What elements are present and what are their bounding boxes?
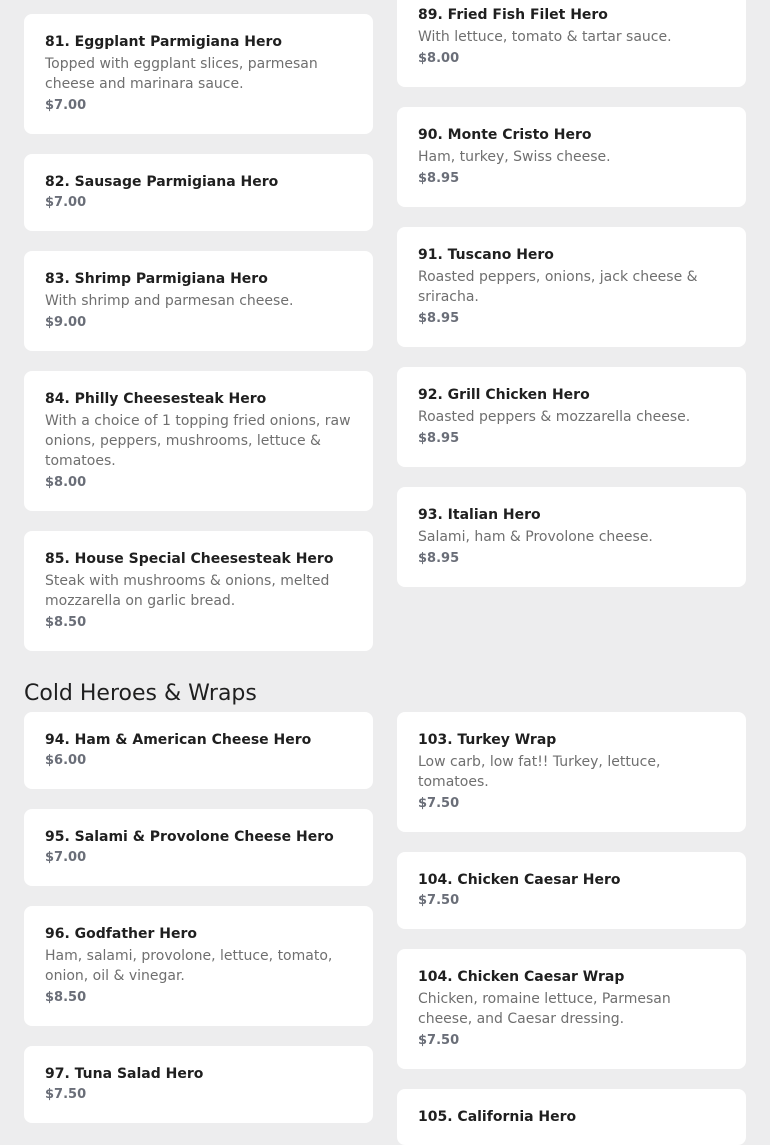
menu-item-description: Salami, ham & Provolone cheese. bbox=[418, 529, 653, 545]
cold-heroes-grid bbox=[24, 712, 746, 1145]
menu-item-card[interactable] bbox=[24, 14, 373, 134]
cold-heroes-left-column bbox=[24, 712, 373, 1123]
menu-item-card[interactable] bbox=[397, 1089, 746, 1145]
menu-item-card[interactable] bbox=[24, 906, 373, 1026]
menu-item-name: 96. Godfather Hero bbox=[45, 926, 198, 942]
menu-item-card[interactable] bbox=[397, 367, 746, 467]
menu-item-description: With a choice of 1 topping fried onions, raw onions, peppers, mushrooms, lettuce & tomatoes. bbox=[45, 413, 351, 469]
menu-item-card[interactable] bbox=[24, 154, 373, 231]
menu-item-name: 90. Monte Cristo Hero bbox=[418, 127, 592, 143]
menu-item-description: Ham, turkey, Swiss cheese. bbox=[418, 149, 611, 165]
menu-item-card[interactable] bbox=[24, 809, 373, 886]
menu-item-price: $7.00 bbox=[45, 98, 87, 113]
menu-item-name: 84. Philly Cheesesteak Hero bbox=[45, 391, 267, 407]
menu-item-card[interactable] bbox=[397, 227, 746, 347]
menu-item-price: $8.95 bbox=[418, 171, 460, 186]
menu-item-card[interactable] bbox=[24, 371, 373, 511]
menu-item-price: $8.50 bbox=[45, 990, 87, 1005]
menu-item-price: $7.50 bbox=[418, 893, 460, 908]
menu-item-price: $8.95 bbox=[418, 431, 460, 446]
menu-item-name: 83. Shrimp Parmigiana Hero bbox=[45, 271, 268, 287]
hot-heroes-left-column bbox=[24, 14, 373, 651]
menu-item-card[interactable] bbox=[397, 487, 746, 587]
menu-item-description: With lettuce, tomato & tartar sauce. bbox=[418, 29, 672, 45]
menu-item-description: Low carb, low fat!! Turkey, lettuce, tomatoes. bbox=[418, 754, 661, 790]
menu-item-name: 94. Ham & American Cheese Hero bbox=[45, 732, 312, 748]
menu-item-price: $8.50 bbox=[45, 615, 87, 630]
hot-heroes-grid bbox=[24, 7, 746, 651]
menu-item-card[interactable] bbox=[397, 949, 746, 1069]
menu-item-name: 104. Chicken Caesar Hero bbox=[418, 872, 621, 888]
menu-item-card[interactable] bbox=[24, 531, 373, 651]
menu-item-price: $7.50 bbox=[418, 1033, 460, 1048]
cold-heroes-section-title: Cold Heroes & Wraps bbox=[24, 681, 257, 706]
menu-item-card[interactable] bbox=[397, 712, 746, 832]
menu-item-name: 91. Tuscano Hero bbox=[418, 247, 554, 263]
menu-item-name: 92. Grill Chicken Hero bbox=[418, 387, 590, 403]
menu-item-name: 97. Tuna Salad Hero bbox=[45, 1066, 204, 1082]
menu-item-description: Chicken, romaine lettuce, Parmesan cheese, and Caesar dressing. bbox=[418, 991, 671, 1027]
menu-item-name: 93. Italian Hero bbox=[418, 507, 541, 523]
menu-item-description: Ham, salami, provolone, lettuce, tomato, onion, oil & vinegar. bbox=[45, 948, 333, 984]
menu-item-price: $7.00 bbox=[45, 195, 87, 210]
menu-item-description: With shrimp and parmesan cheese. bbox=[45, 293, 294, 309]
menu-item-name: 89. Fried Fish Filet Hero bbox=[418, 7, 608, 23]
menu-item-card[interactable] bbox=[24, 251, 373, 351]
menu-item-card[interactable] bbox=[24, 712, 373, 789]
menu-item-name: 103. Turkey Wrap bbox=[418, 732, 557, 748]
menu-item-description: Roasted peppers, onions, jack cheese & sriracha. bbox=[418, 269, 698, 305]
menu-item-price: $7.50 bbox=[418, 796, 460, 811]
menu-item-price: $8.00 bbox=[45, 475, 87, 490]
menu-item-price: $7.00 bbox=[45, 850, 87, 865]
cold-heroes-right-column bbox=[397, 712, 746, 1145]
menu-item-description: Steak with mushrooms & onions, melted mozzarella on garlic bread. bbox=[45, 573, 330, 609]
menu-item-price: $6.00 bbox=[45, 753, 87, 768]
menu-item-price: $8.95 bbox=[418, 551, 460, 566]
menu-item-description: Roasted peppers & mozzarella cheese. bbox=[418, 409, 691, 425]
menu-item-name: 105. California Hero bbox=[418, 1109, 577, 1125]
menu-item-price: $8.00 bbox=[418, 51, 460, 66]
menu-item-name: 81. Eggplant Parmigiana Hero bbox=[45, 34, 282, 50]
menu-item-name: 82. Sausage Parmigiana Hero bbox=[45, 174, 279, 190]
menu-item-name: 95. Salami & Provolone Cheese Hero bbox=[45, 829, 334, 845]
menu-item-card[interactable] bbox=[24, 1046, 373, 1123]
menu-item-card[interactable] bbox=[397, 0, 746, 87]
menu-item-price: $8.95 bbox=[418, 311, 460, 326]
menu-item-price: $7.50 bbox=[45, 1087, 87, 1102]
menu-item-card[interactable] bbox=[397, 852, 746, 929]
menu-item-name: 104. Chicken Caesar Wrap bbox=[418, 969, 625, 985]
menu-item-description: Topped with eggplant slices, parmesan cheese and marinara sauce. bbox=[45, 56, 318, 92]
menu-item-name: 85. House Special Cheesesteak Hero bbox=[45, 551, 334, 567]
menu-item-price: $9.00 bbox=[45, 315, 87, 330]
menu-item-card[interactable] bbox=[397, 107, 746, 207]
hot-heroes-right-column bbox=[397, 0, 746, 587]
